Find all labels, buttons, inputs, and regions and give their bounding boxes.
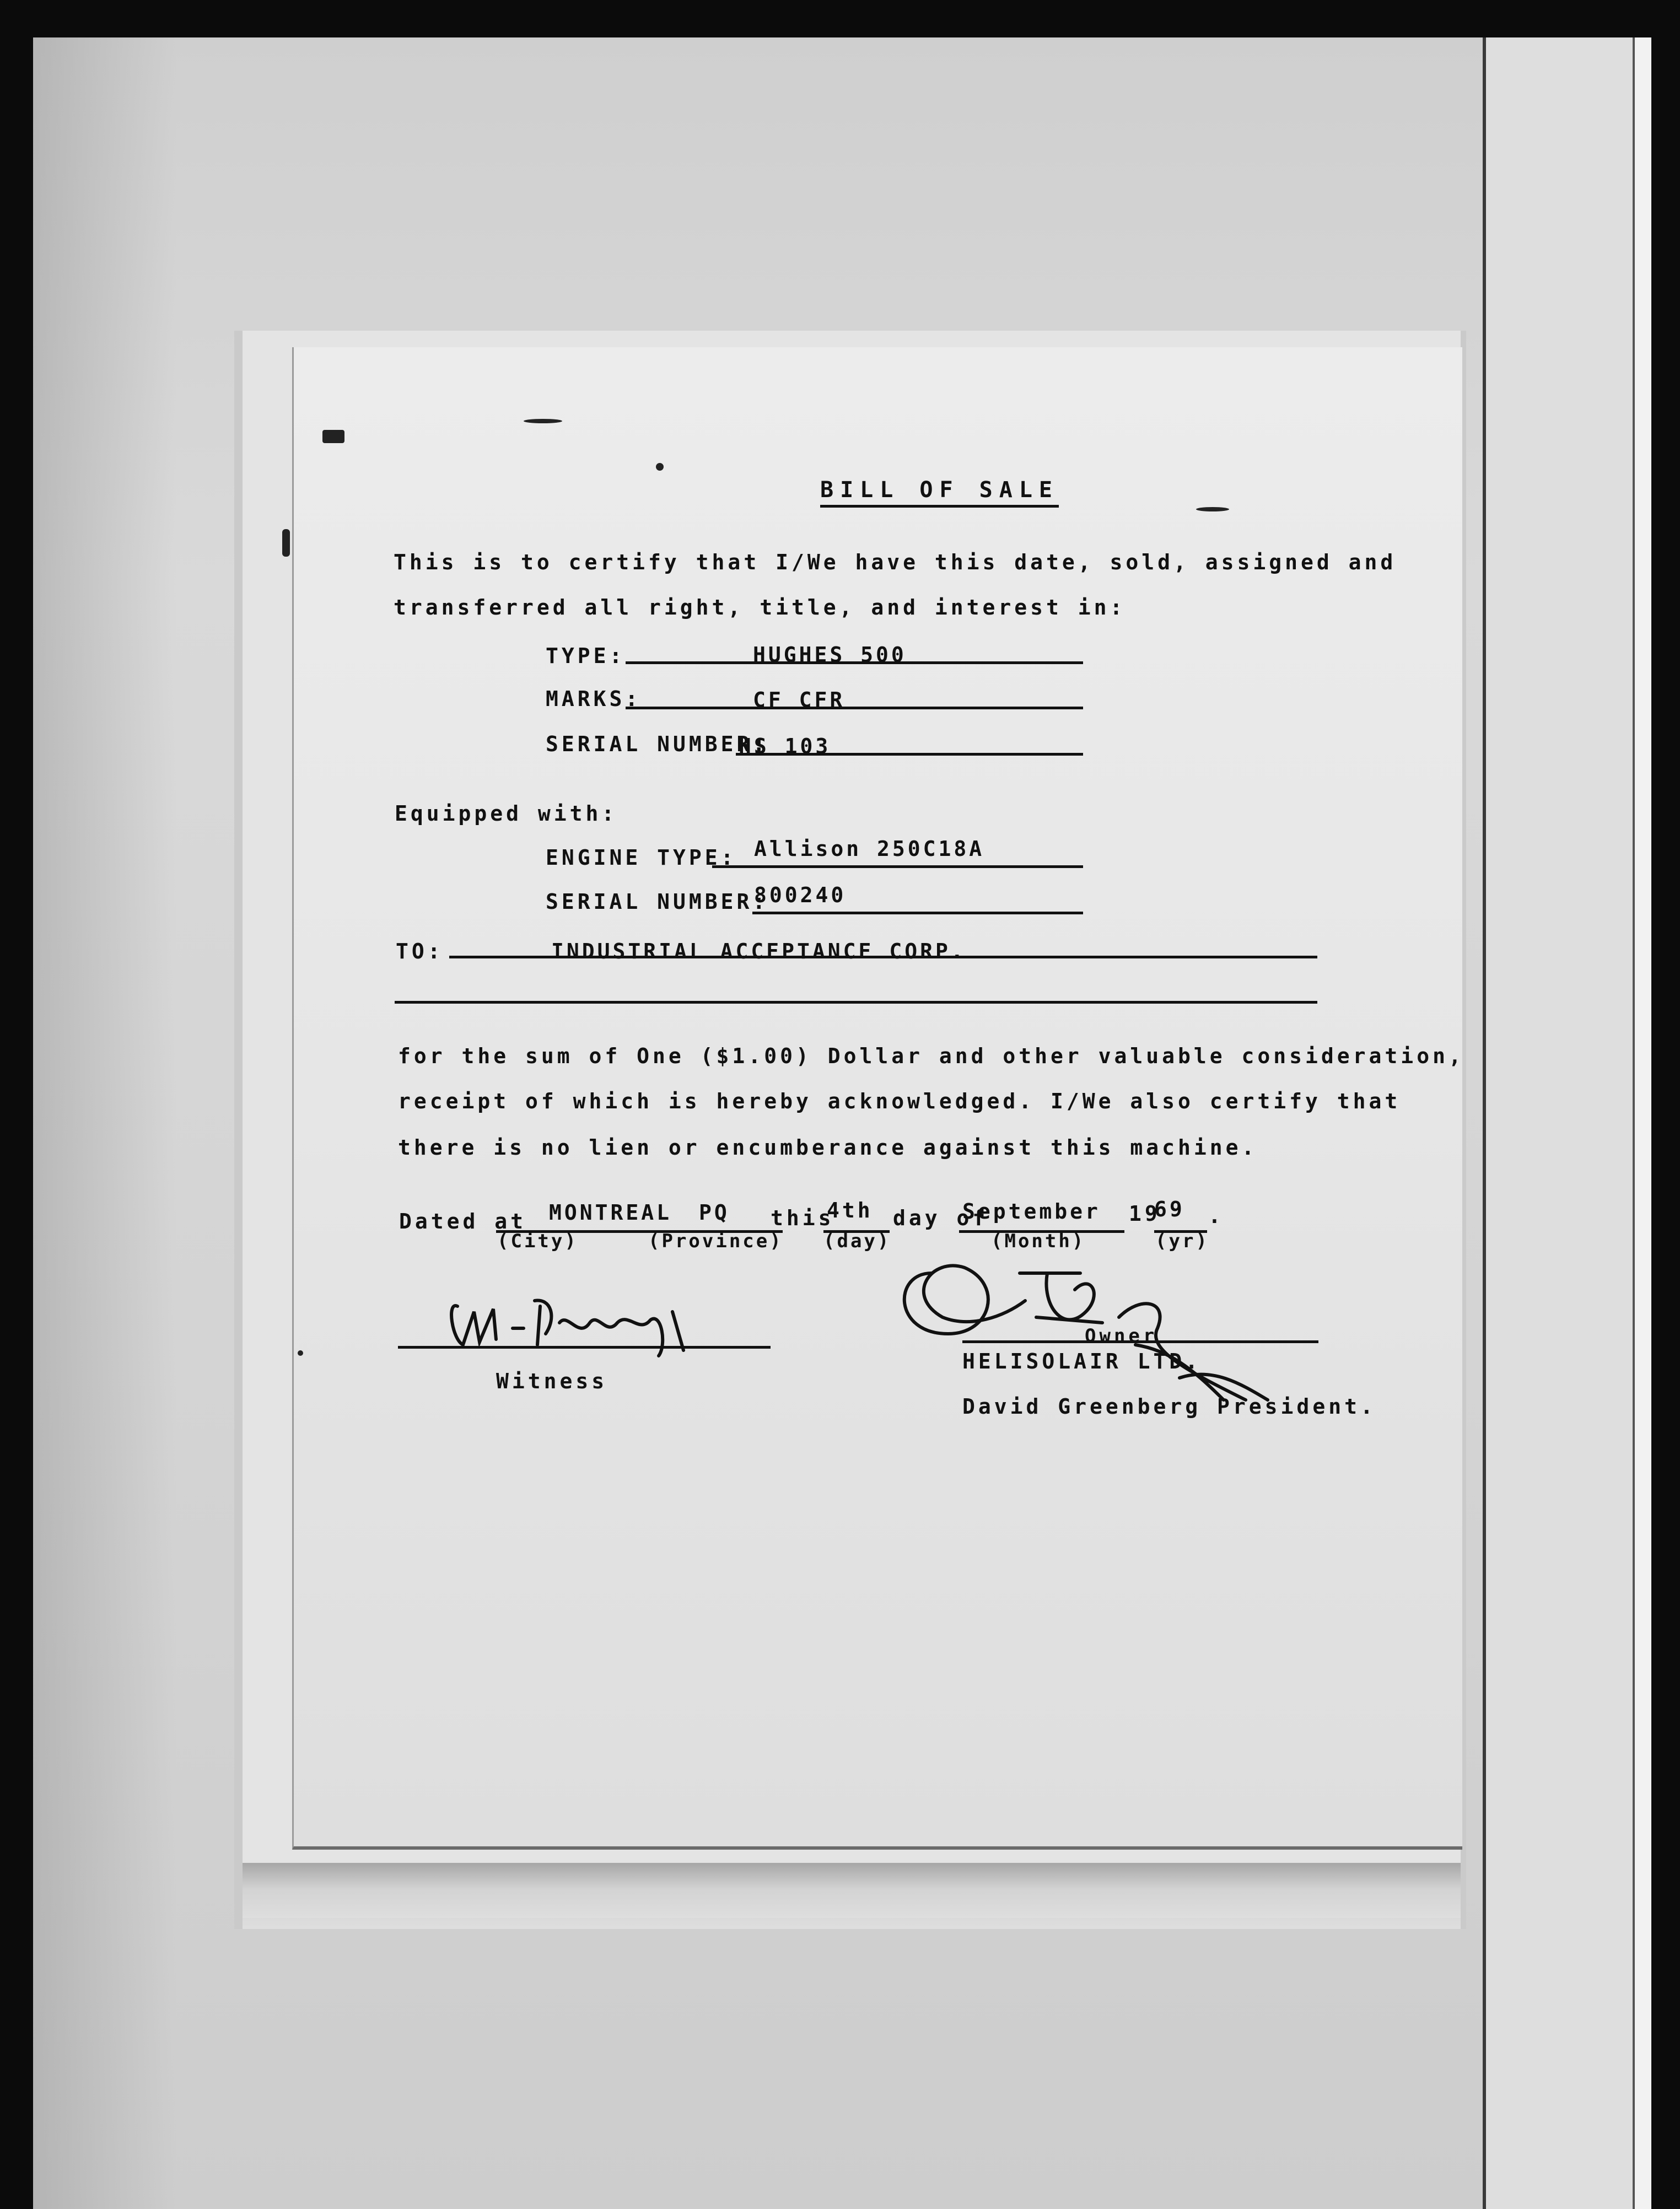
to-label: TO: (396, 939, 444, 963)
province-value: PQ (699, 1200, 730, 1225)
witness-label: Witness (496, 1369, 608, 1393)
scan-mark (282, 529, 290, 557)
scan-mark (524, 419, 562, 423)
engine-type-line (712, 865, 1083, 868)
engine-type-value: Allison 250C18A (754, 837, 985, 861)
province-caption: (Province) (648, 1230, 783, 1252)
marks-line (626, 707, 1083, 709)
consideration-line-2: receipt of which is hereby acknowledged. I/We also certify that (398, 1089, 1401, 1113)
to-line-2 (395, 1001, 1317, 1004)
engine-type-label: ENGINE TYPE: (546, 845, 737, 870)
scan-mark (656, 463, 664, 471)
city-value: MONTREAL (549, 1200, 672, 1225)
intro-line-1: This is to certify that I/We have this date, sold, assigned and (394, 550, 1397, 574)
marks-label: MARKS: (546, 687, 642, 711)
owner-company: HELISOLAIR LTD. (962, 1349, 1202, 1373)
type-label: TYPE: (546, 644, 626, 668)
marks-value: CF CFR (753, 688, 846, 712)
engine-serial-line (752, 912, 1083, 914)
city-caption: (City) (497, 1230, 578, 1252)
month-value: September (962, 1199, 1101, 1224)
month-caption: (Month) (991, 1230, 1086, 1252)
scan-mark (298, 1350, 303, 1356)
intro-line-2: transferred all right, title, and interest in: (394, 595, 1126, 619)
dated-at-label: Dated at (399, 1209, 527, 1233)
day-value: 4th (827, 1198, 873, 1222)
serial-number-label: SERIAL NUMBER: (546, 732, 769, 756)
consideration-line-3: there is no lien or encumberance against this machine. (398, 1135, 1258, 1160)
buyer-name: INDUSTRIAL ACCEPTANCE CORP. (551, 939, 966, 963)
type-value: HUGHES 500 (753, 643, 907, 667)
day-caption: (day) (823, 1230, 891, 1252)
day-of-label: day of (893, 1206, 989, 1230)
owner-name-title: David Greenberg President. (962, 1394, 1376, 1419)
dated-period: . (1208, 1204, 1224, 1228)
equipped-with-heading: Equipped with: (395, 801, 618, 826)
year-prefix: 19 (1129, 1202, 1161, 1226)
owner-label: Owner (1085, 1325, 1158, 1347)
this-label: this (771, 1206, 834, 1230)
consideration-line-1: for the sum of One ($1.00) Dollar and other valuable consideration, (398, 1044, 1464, 1068)
yr-caption: (yr) (1155, 1230, 1209, 1252)
scan-mark (322, 430, 344, 443)
scan-mark (1196, 507, 1229, 511)
year-value: 69 (1154, 1197, 1185, 1221)
engine-serial-value: 800240 (754, 883, 847, 907)
engine-serial-label: SERIAL NUMBER: (546, 890, 769, 914)
document-title: BILL OF SALE (820, 477, 1059, 508)
serial-number-value: HS 103 (739, 734, 831, 758)
